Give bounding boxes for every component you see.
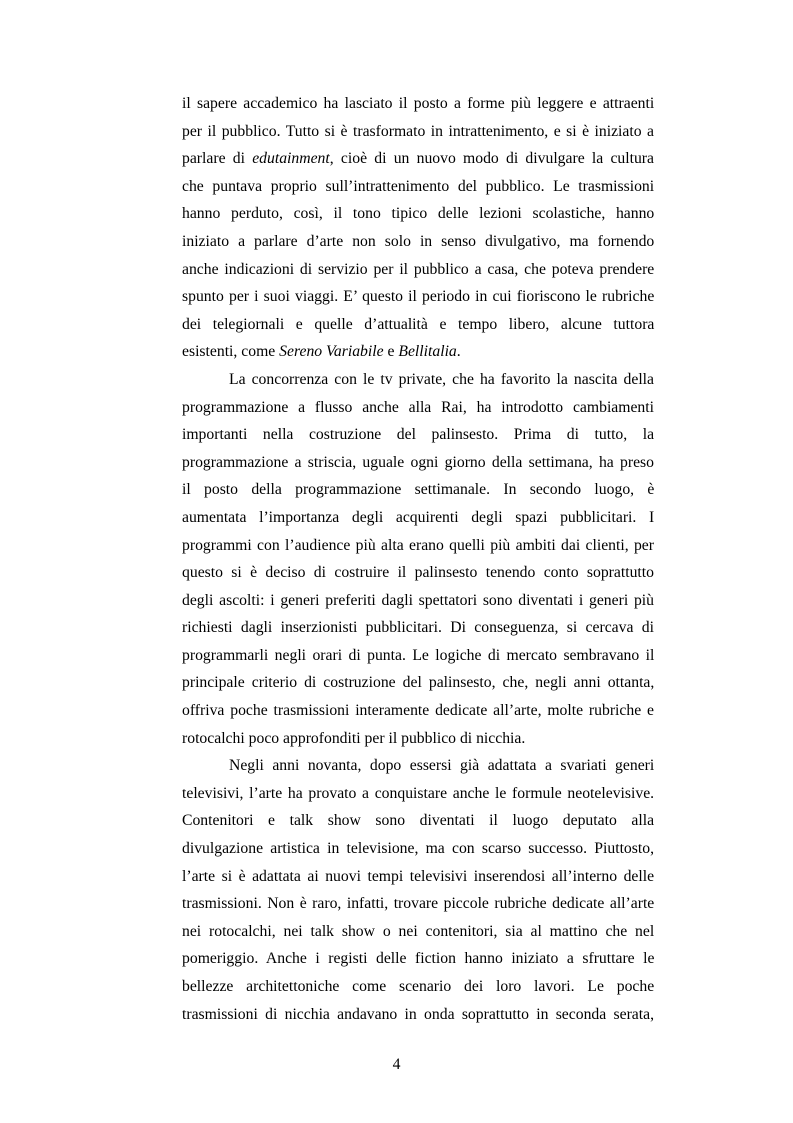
text-segment: principale criterio di costruzione del palinsesto, che, negli anni ottanta,	[182, 674, 655, 692]
text-segment: La concorrenza con le tv private, che ha favorito la nascita della	[229, 370, 654, 388]
text-segment: il sapere accademico ha lasciato il posto a forme più leggere e attraenti	[182, 95, 655, 112]
text-line	[182, 669, 654, 697]
text-segment: per il pubblico. Tutto si è trasformato in intrattenimento, e si è iniziato a	[182, 122, 654, 140]
text-segment: televisivi, l’arte ha provato a conquistare anche le formule neotelevisive.	[182, 784, 655, 802]
paragraph	[182, 90, 654, 366]
text-line	[182, 366, 654, 394]
text-line	[182, 90, 654, 118]
text-segment: hanno perduto, così, il tono tipico delle lezioni scolastiche, hanno	[182, 205, 655, 223]
text-line	[182, 697, 654, 725]
text-line	[182, 118, 654, 146]
text-segment: importanti nella costruzione del palinsesto. Prima di tutto, la	[182, 426, 655, 444]
page-number: 4	[392, 1056, 401, 1073]
text-segment: e	[383, 343, 399, 361]
text-line	[182, 256, 654, 284]
text-segment: trasmissioni di nicchia andavano in onda soprattutto in seconda serata,	[182, 1005, 654, 1023]
text-line	[182, 532, 654, 560]
text-segment: trasmissioni. Non è raro, infatti, trovare piccole rubriche dedicate all’arte	[182, 895, 655, 913]
text-line	[182, 945, 654, 973]
text-line	[182, 807, 654, 835]
text-segment: dei telegiornali e quelle d’attualità e tempo libero, alcune tuttora	[182, 315, 655, 333]
text-line	[182, 890, 654, 918]
text-line	[182, 338, 654, 366]
text-line	[182, 752, 654, 780]
text-line	[182, 421, 654, 449]
text-segment: spunto per i suoi viaggi. E’ questo il periodo in cui fioriscono le rubriche	[182, 288, 655, 306]
text-segment: programmazione a flusso anche alla Rai, ha introdotto cambiamenti	[182, 398, 654, 416]
text-segment: programmi con l’audience più alta erano quelli più ambiti dai clienti, per	[182, 536, 654, 554]
text-line	[182, 780, 654, 808]
text-segment: aumentata l’importanza degli acquirenti degli spazi pubblicitari. I	[182, 508, 655, 526]
text-segment: rotocalchi poco approfonditi per il pubblico di nicchia.	[182, 729, 526, 747]
text-segment: il posto della programmazione settimanale. In secondo luogo, è	[182, 481, 655, 499]
text-line	[182, 476, 654, 504]
paragraph	[182, 752, 654, 1028]
text-line	[182, 449, 654, 477]
text-line	[182, 228, 654, 256]
text-segment: , cioè di un nuovo modo di divulgare la cultura	[329, 150, 654, 168]
text-line	[182, 587, 654, 615]
text-line	[182, 835, 654, 863]
text-segment: nei rotocalchi, nei talk show o nei contenitori, sia al mattino che nel	[182, 922, 655, 940]
text-line	[182, 311, 654, 339]
italic-text: Sereno Variabile	[279, 343, 384, 361]
text-segment: divulgazione artistica in televisione, ma con scarso successo. Piuttosto,	[182, 840, 654, 858]
text-segment: esistenti, come	[182, 343, 280, 361]
text-segment: l’arte si è adattata ai nuovi tempi televisivi inserendosi all’interno delle	[182, 867, 655, 885]
text-segment: bellezze architettoniche come scenario dei loro lavori. Le poche	[182, 978, 655, 995]
text-segment: richiesti dagli inserzionisti pubblicitari. Di conseguenza, si cercava di	[182, 619, 654, 637]
text-segment: questo si è deciso di costruire il palinsesto tenendo conto soprattutto	[182, 564, 654, 582]
text-segment: anche indicazioni di servizio per il pubblico a casa, che poteva prendere	[182, 260, 655, 278]
text-segment: programmarli negli orari di punta. Le logiche di mercato sembravano il	[182, 646, 655, 664]
text-line	[182, 863, 654, 891]
text-segment: parlare di	[182, 150, 253, 168]
text-line	[182, 642, 654, 670]
paragraph	[182, 366, 654, 752]
body-text	[182, 90, 654, 1028]
text-line	[182, 200, 654, 228]
text-segment: che puntava proprio sull’intrattenimento del pubblico. Le trasmissioni	[182, 177, 655, 195]
text-line	[182, 973, 654, 1001]
text-line	[182, 173, 654, 201]
italic-text: Bellitalia	[398, 343, 457, 361]
text-segment: Contenitori e talk show sono diventati il luogo deputato alla	[182, 812, 655, 830]
text-segment: pomeriggio. Anche i registi delle fiction hanno iniziato a sfruttare le	[182, 950, 655, 968]
text-line	[182, 725, 654, 753]
text-line	[182, 394, 654, 422]
text-segment: iniziato a parlare d’arte non solo in senso divulgativo, ma fornendo	[182, 232, 655, 250]
text-line	[182, 504, 654, 532]
text-line	[182, 283, 654, 311]
text-segment: programmazione a striscia, uguale ogni giorno della settimana, ha preso	[182, 453, 654, 471]
italic-text: edutainment	[252, 150, 330, 168]
text-segment: degli ascolti: i generi preferiti dagli spettatori sono diventati i generi più	[182, 591, 654, 609]
text-line	[182, 614, 654, 642]
text-line	[182, 1001, 654, 1029]
text-segment: .	[456, 343, 461, 361]
text-segment: Negli anni novanta, dopo essersi già adattata a svariati generi	[229, 757, 655, 775]
text-segment: offriva poche trasmissioni interamente dedicate all’arte, molte rubriche e	[182, 702, 654, 720]
text-line	[182, 559, 654, 587]
text-line	[182, 145, 654, 173]
text-line	[182, 918, 654, 946]
